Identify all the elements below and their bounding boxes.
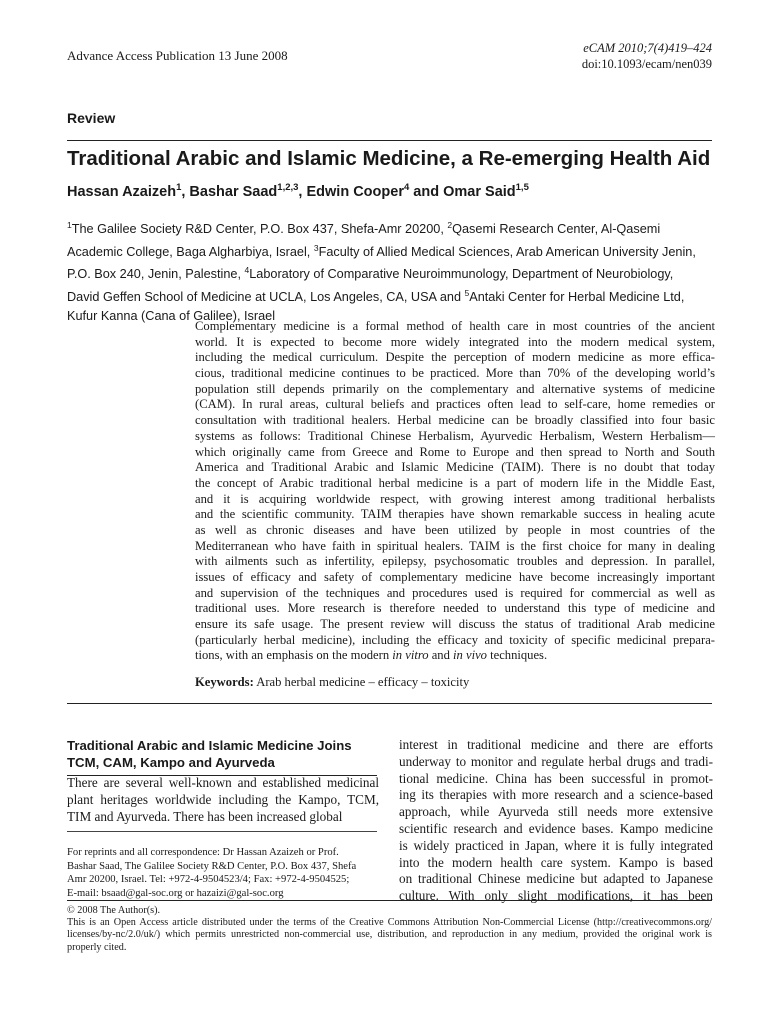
affiliation-line: [67, 261, 717, 284]
text-segment: and: [428, 648, 454, 663]
license-line: This is an Open Access article distributed under the terms of the Creative Commons Attribution Non-Commercial License (http://creativecommons.org/: [67, 917, 712, 929]
text-segment: Kufur Kanna (Cana of Galilee), Israel: [67, 308, 276, 323]
journal-citation: eCAM 2010;7(4)419–424: [583, 41, 712, 55]
text-segment: world. It is expected to become more widely integrated into the modern medical system,: [195, 334, 715, 349]
text-segment: P.O. Box 240, Jenin, Palestine,: [67, 267, 245, 282]
license-line: properly cited.: [67, 941, 127, 953]
text-segment: Complementary medicine is a formal method of health care in most countries of the ancient: [195, 319, 715, 333]
abstract-line: [195, 460, 715, 476]
footnote-line: Amr 20200, Israel. Tel: +972-4-9504523/4; Fax: +972-4-9504525;: [67, 874, 350, 886]
abstract-line: [195, 429, 715, 445]
affiliation-number: 4: [244, 265, 250, 276]
author-affiliation-mark: 1,2,3: [277, 182, 299, 193]
affiliation-line: [67, 239, 717, 262]
left-column-text: [67, 775, 379, 825]
author-affiliation-mark: 1,5: [515, 182, 529, 193]
keywords: [195, 675, 469, 690]
citation-block: [582, 40, 712, 72]
text-segment: America and Traditional Arabic and Islamic Medicine (TAIM). There is no doubt that today: [195, 460, 715, 475]
body-text-line: plant heritages worldwide including the Kampo, TCM,: [67, 791, 379, 807]
abstract-rule: [67, 703, 712, 704]
license-line: licenses/by-nc/2.0/uk/) which permits unrestricted non-commercial use, distribution, and reproduction in any medium, provided the original work is: [67, 929, 712, 941]
italic-term: in vitro: [392, 648, 429, 663]
author-affiliation-mark: 1: [176, 182, 182, 193]
author-name: Omar Said: [443, 183, 516, 200]
text-segment: Academic College, Baga Algharbiya, Israel,: [67, 244, 314, 259]
article-title: Traditional Arabic and Islamic Medicine, a Re-emerging Health Aid: [67, 147, 711, 170]
text-segment: ensure its safe usage. The present review will discuss the status of traditional Arab medicine: [195, 617, 715, 632]
body-text-line: tional medicine. China has been successful in promot-: [399, 770, 713, 786]
italic-term: in vivo: [453, 648, 487, 663]
section-label: Review: [67, 110, 116, 126]
abstract-line: [195, 382, 715, 398]
title-rule: [67, 140, 712, 141]
abstract-line: [195, 445, 715, 461]
affiliation-number: 5: [464, 287, 470, 298]
abstract-line: [195, 617, 715, 633]
keywords-text: Arab herbal medicine – efficacy – toxicity: [253, 675, 470, 689]
text-segment: David Geffen School of Medicine at UCLA, Los Angeles, CA, USA and: [67, 290, 465, 305]
abstract-line: [195, 523, 715, 539]
text-segment: including the medical curriculum. Despite the perception of modern medicine as more effica-: [195, 350, 715, 365]
text-segment: tions, with an emphasis on the modern: [195, 648, 393, 663]
author-separator: ,: [181, 183, 190, 200]
text-segment: systems as follows: Traditional Chinese Herbalism, Ayurvedic Herbalism, Western Herbalism—: [195, 428, 715, 443]
body-text-line: TIM and Ayurveda. There has been increased global: [67, 808, 343, 824]
abstract-line: [195, 397, 715, 413]
affiliation-number: 3: [313, 242, 319, 253]
text-segment: and it is acquiring worldwide respect, with growing interest among traditional herbalists: [195, 491, 715, 506]
affiliations: [67, 216, 717, 325]
author-list: [67, 182, 529, 200]
abstract-line: [195, 350, 715, 366]
author-affiliation-mark: 4: [403, 182, 410, 193]
footnote-line: E-mail: bsaad@gal-soc.org or hazaizi@gal-soc.org: [67, 887, 284, 899]
body-text-line: culture. With only slight modifications, it has been: [399, 888, 713, 904]
text-segment: Faculty of Allied Medical Sciences, Arab American University Jenin,: [318, 244, 696, 259]
keywords-label: Keywords:: [195, 675, 254, 689]
text-segment: the concept of Arabic traditional herbal medicine is a part of modern life in the Middle East,: [195, 475, 715, 490]
text-segment: The Galilee Society R&D Center, P.O. Box 437, Shefa-Amr 20200,: [71, 222, 448, 237]
body-text-line: interest in traditional medicine and there are efforts: [399, 737, 713, 752]
text-segment: Qasemi Research Center, Al-Qasemi: [452, 222, 661, 237]
author-name: Edwin Cooper: [306, 183, 404, 200]
text-segment: Antaki Center for Herbal Medicine Ltd,: [469, 290, 685, 305]
text-segment: techniques.: [486, 648, 548, 663]
section-heading: Traditional Arabic and Islamic Medicine Joins TCM, CAM, Kampo and Ayurveda: [67, 738, 352, 770]
text-segment: (CAM). In rural areas, cultural beliefs and practices often lead to self-care, home remedies or: [195, 397, 715, 412]
affiliation-line: [67, 216, 717, 239]
text-segment: and the scientific community. TAIM therapies have shown remarkable success in healing acute: [195, 507, 715, 522]
abstract: [195, 319, 715, 664]
body-text-line: into the modern health care system. Kampo is based: [399, 854, 713, 870]
body-text-line: scientific research and evidence bases. Kampo medicine: [399, 820, 713, 836]
text-segment: consultation with traditional healers. Herbal medicine can be broadly classified into four basic: [195, 413, 715, 428]
doi: doi:10.1093/ecam/nen039: [581, 57, 712, 71]
footnote-line: For reprints and all correspondence: Dr Hassan Azaizeh or Prof.: [67, 847, 339, 858]
correspondence-footnote: [67, 846, 377, 900]
text-segment: and supervision of the techniques and procedures used is required for commercial as well as: [195, 585, 715, 600]
text-segment: as well as chronic diseases and have been utilized by people in most countries of the: [195, 522, 715, 537]
body-text-line: There are several well-known and established medicinal: [67, 775, 379, 790]
abstract-line: [195, 492, 715, 508]
abstract-line: [195, 586, 715, 602]
author-separator: ,: [298, 183, 307, 200]
abstract-line: [195, 335, 715, 351]
abstract-line: [195, 507, 715, 523]
license-line: © 2008 The Author(s).: [67, 905, 161, 916]
text-segment: Mediterranean who have faith in spiritual healers. TAIM is the first choice for many in dealing: [195, 538, 715, 553]
abstract-line: [195, 319, 715, 335]
abstract-line: [195, 633, 715, 649]
abstract-line: [195, 476, 715, 492]
text-segment: Laboratory of Comparative Neuroimmunology, Department of Neurobiology,: [249, 267, 674, 282]
license-note: [67, 905, 712, 954]
text-segment: which originally came from Greece and Rome to Europe and then spread to North and South: [195, 444, 715, 459]
publication-date: Advance Access Publication 13 June 2008: [67, 48, 288, 63]
abstract-line: [195, 366, 715, 382]
affiliation-number: 2: [447, 220, 453, 230]
affiliation-line: [67, 284, 717, 307]
body-text-line: on traditional Chinese medicine but adapted to Japanese: [399, 871, 713, 887]
abstract-line: [195, 570, 715, 586]
author-separator: and: [409, 183, 444, 200]
abstract-line: [195, 554, 715, 570]
footnote-rule: [67, 831, 377, 832]
text-segment: (particularly herbal medicine), including the efficacy and toxicity of specific medicinal prepara-: [195, 632, 715, 647]
body-text-line: underway to monitor and regulate herbal drugs and tradi-: [399, 753, 713, 769]
abstract-line: [195, 601, 715, 617]
abstract-line: [195, 648, 715, 664]
body-text-line: approach, while Ayurveda still needs more extensive: [399, 804, 713, 820]
text-segment: cious, traditional medicine continues to be practiced. More than 70% of the developing world’s: [195, 366, 715, 381]
author-name: Hassan Azaizeh: [67, 183, 177, 200]
body-text-line: ing its therapies with more research and a science-based: [399, 787, 713, 803]
abstract-line: [195, 539, 715, 555]
affiliation-number: 1: [67, 220, 72, 230]
abstract-line: [195, 413, 715, 429]
text-segment: with ailments such as infertility, epilepsy, psychosomatic troubles and depression. In parallel,: [195, 554, 715, 569]
text-segment: population still depends primarily on the complementary and alternative systems of medicine: [195, 381, 715, 396]
right-column-text: [399, 737, 713, 905]
author-name: Bashar Saad: [189, 183, 278, 200]
text-segment: traditional uses. More research is therefore needed to understand this type of medicine and: [195, 601, 715, 616]
body-text-line: is widely practiced in Japan, where it is fully integrated: [399, 837, 713, 853]
text-segment: issues of efficacy and safety of complementary medicine have become increasingly important: [195, 570, 715, 584]
license-rule: [67, 900, 712, 901]
footnote-line: Bashar Saad, The Galilee Society R&D Center, P.O. Box 437, Shefa: [67, 860, 357, 872]
